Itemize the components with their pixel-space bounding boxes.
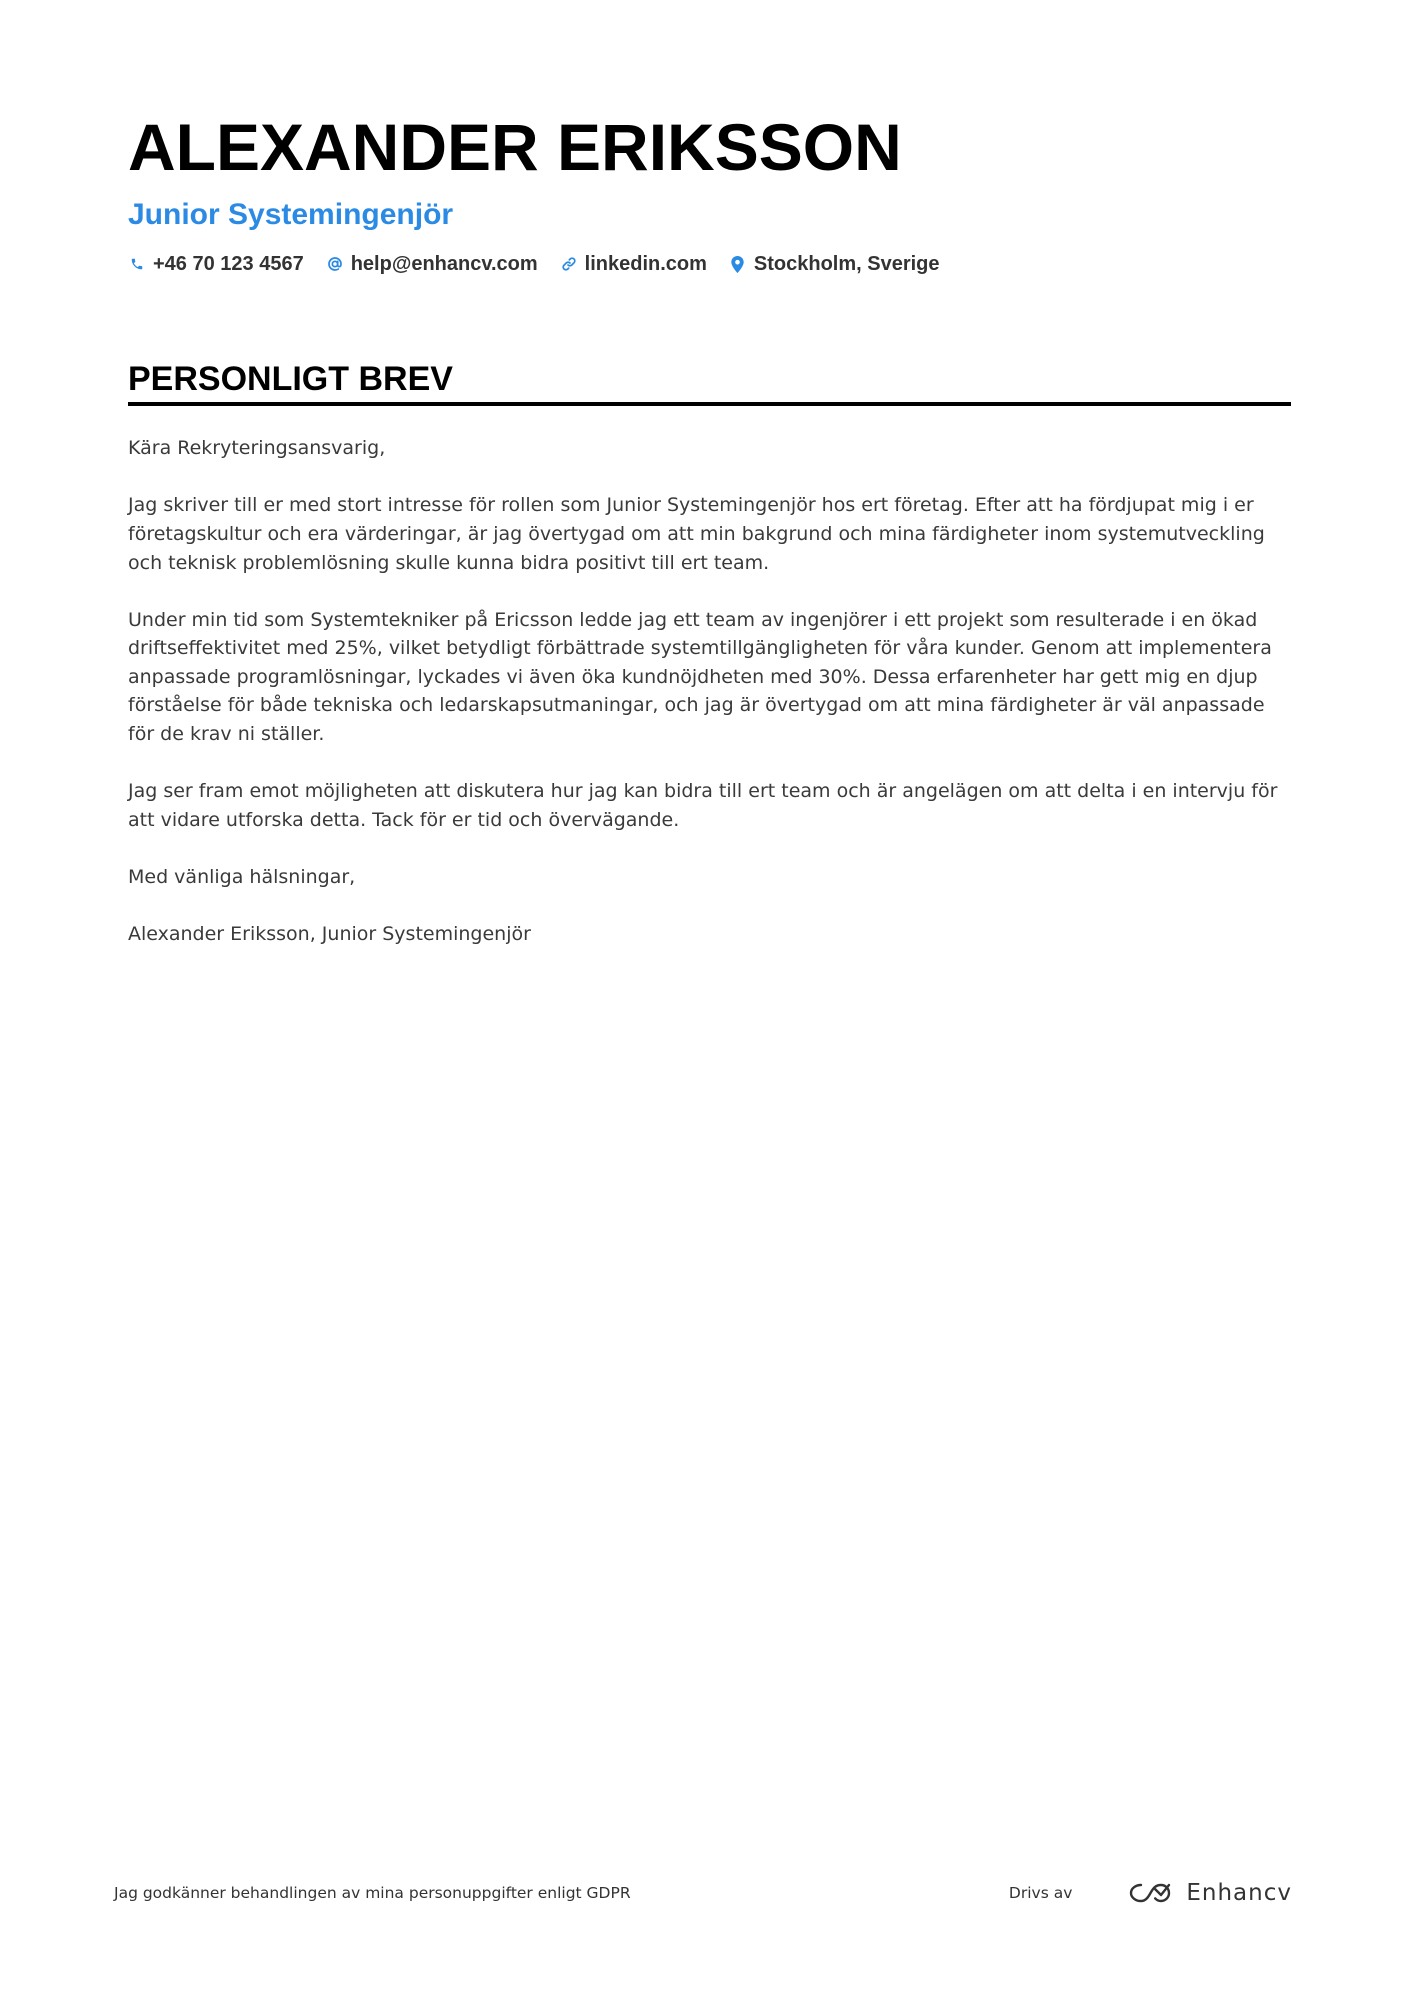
cover-letter-page	[128, 100, 1291, 977]
powered-by	[1009, 1880, 1292, 1906]
link-icon	[560, 254, 578, 274]
brand-link[interactable]	[1128, 1880, 1292, 1906]
gdpr-consent: Jag godkänner behandlingen av mina personuppgifter enligt GDPR	[114, 1884, 631, 1902]
powered-by-label: Drivs av	[1008, 1884, 1073, 1902]
letter-signature: Alexander Eriksson, Junior Systemingenjör	[128, 922, 531, 945]
letter-closing: Med vänliga hälsningar,	[128, 865, 356, 888]
phone-icon	[128, 254, 146, 274]
letter-body	[128, 434, 1291, 948]
contact-phone[interactable]	[128, 254, 304, 274]
contact-email[interactable]	[326, 254, 538, 274]
location-pin-icon	[729, 254, 747, 274]
contact-linkedin[interactable]	[560, 254, 707, 274]
enhancv-logo-icon	[1128, 1881, 1174, 1905]
candidate-name: ALEXANDER ERIKSSON	[128, 110, 902, 184]
contact-location	[729, 254, 940, 274]
letter-paragraph-2: Under min tid som Systemtekniker på Ericsson ledde jag ett team av ingenjörer i ett projekt som resulterade i en ökad driftseffektivitet med 25%, vilket betydligt förbättrade systemtillgängligheten för våra kunder. Genom att implementera anpassade programlösningar, lyckades vi även öka kundnöjdheten med 30%. Dessa erfarenheter har gett mig en djup förståelse för både tekniska och ledarskapsutmaningar, och jag är övertygad om att mina färdigheter är väl anpassade för de krav ni ställer.	[128, 608, 1272, 745]
contact-phone-text: +46 70 123 4567	[153, 253, 304, 275]
contact-linkedin-text: linkedin.com	[584, 253, 707, 275]
at-icon	[326, 254, 344, 274]
section-title: PERSONLIGT BREV	[128, 362, 1291, 406]
letter-greeting: Kära Rekryteringsansvarig,	[128, 437, 386, 460]
footer	[114, 1880, 1292, 1906]
contact-email-text: help@enhancv.com	[350, 253, 538, 275]
candidate-role: Junior Systemingenjör	[128, 198, 454, 231]
contact-location-text: Stockholm, Sverige	[753, 253, 940, 275]
letter-paragraph-1: Jag skriver till er med stort intresse för rollen som Junior Systemingenjör hos ert företag. Efter att ha fördjupat mig i er företagskultur och era värderingar, är jag övertygad om att min bakgrund och mina färdigheter inom systemutveckling och teknisk problemlösning skulle kunna bidra positivt till ert team.	[128, 494, 1265, 574]
letter-paragraph-3: Jag ser fram emot möjligheten att diskutera hur jag kan bidra till ert team och är angelägen om att delta i en intervju för att vidare utforska detta. Tack för er tid och övervägande.	[128, 780, 1278, 831]
contact-bar	[128, 254, 1291, 274]
brand-name: Enhancv	[1186, 1880, 1292, 1906]
